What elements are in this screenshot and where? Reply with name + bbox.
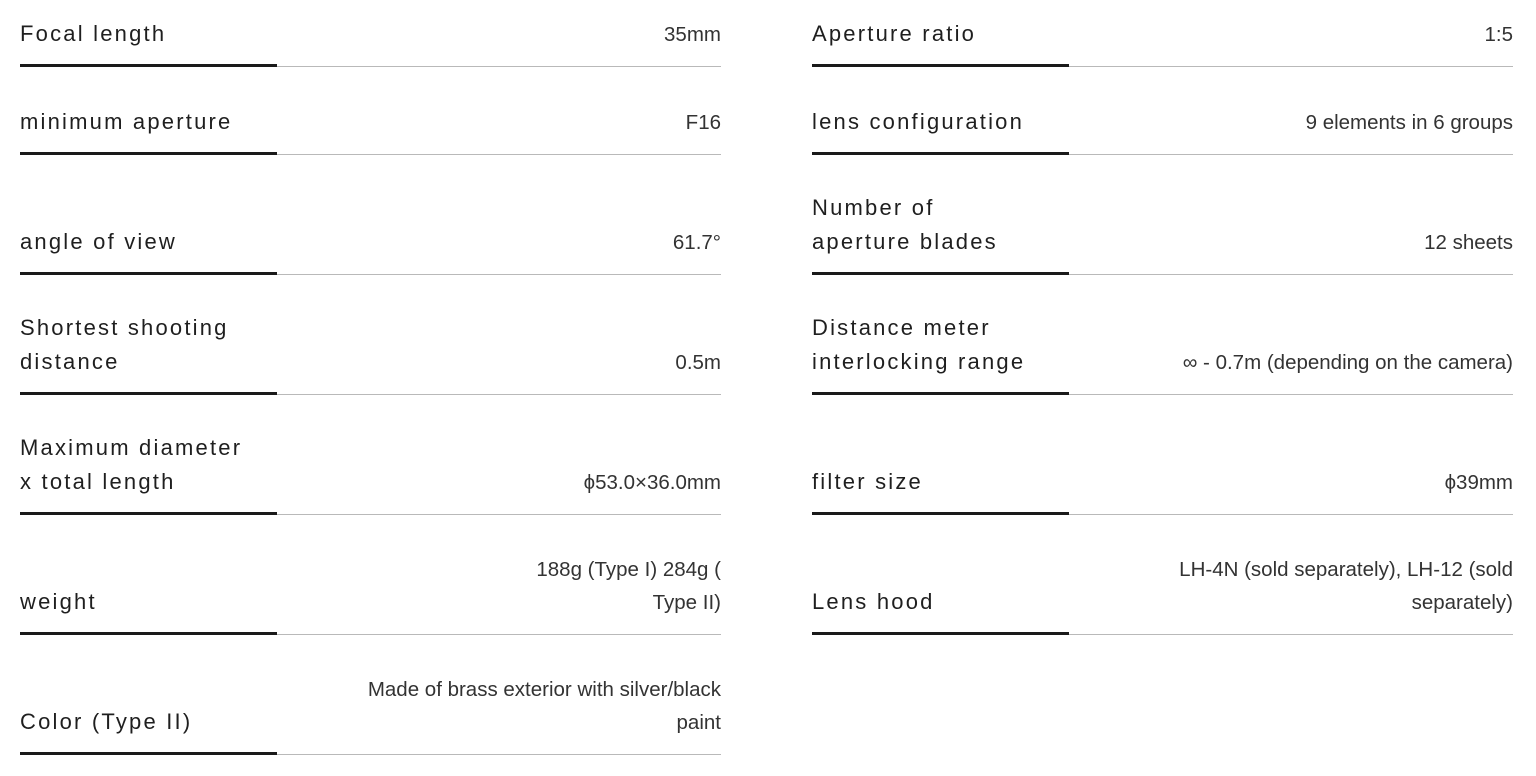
spec-row-aperture-ratio [812,0,1513,67]
spec-label: Color (Type II) [20,709,193,734]
spec-value: Made of brass exterior with silver/black paint [367,678,721,734]
spec-row-maximum-diameter [20,416,721,515]
spec-row-rangefinder-range [812,296,1513,395]
spec-label: weight [20,589,97,614]
spec-value: F16 [685,111,721,134]
spec-row-lens-configuration [812,88,1513,155]
spec-label: Maximum diameter x total length [20,435,243,494]
spec-label: Shortest shooting distance [20,315,229,374]
spec-label: Focal length [20,21,167,46]
spec-column-right [812,0,1513,656]
spec-value: 1:5 [1484,23,1513,46]
spec-value: 9 elements in 6 groups [1305,111,1513,134]
spec-value: 188g (Type I) 284g ( Type II) [536,558,721,614]
spec-row-lens-hood [812,536,1513,635]
spec-label: Lens hood [812,589,935,614]
spec-row-filter-size [812,416,1513,515]
spec-label: filter size [812,469,923,494]
spec-row-aperture-blades [812,176,1513,275]
spec-row-focal-length [20,0,721,67]
spec-label: Aperture ratio [812,21,977,46]
spec-column-left [20,0,721,776]
spec-row-minimum-aperture [20,88,721,155]
spec-label: minimum aperture [20,109,233,134]
spec-value: ∞ - 0.7m (depending on the camera) [1182,351,1513,374]
spec-row-shortest-shooting-distance [20,296,721,395]
spec-value: 12 sheets [1424,231,1513,254]
spec-value: 0.5m [675,351,721,374]
spec-value: ϕ39mm [1444,471,1513,494]
spec-value: ϕ53.0×36.0mm [583,471,721,494]
spec-label: angle of view [20,229,178,254]
spec-value: LH-4N (sold separately), LH-12 (sold separately) [1179,558,1513,614]
spec-value: 61.7° [672,231,721,254]
spec-value: 35mm [664,23,721,46]
spec-label: Number of aperture blades [812,195,998,254]
spec-row-weight [20,536,721,635]
spec-label: Distance meter interlocking range [812,315,1026,374]
spec-label: lens configuration [812,109,1025,134]
spec-row-color [20,656,721,755]
spec-row-angle-of-view [20,176,721,275]
